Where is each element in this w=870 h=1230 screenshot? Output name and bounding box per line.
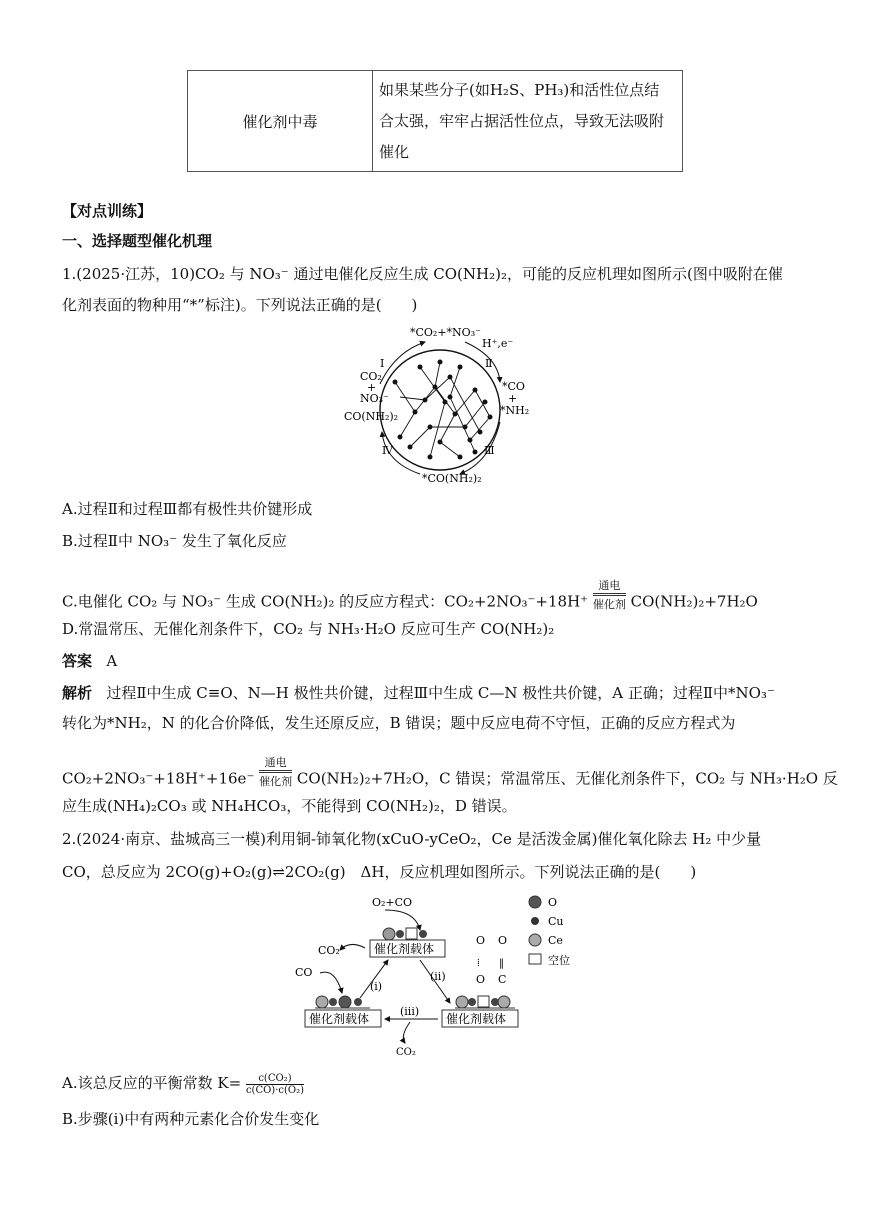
- q1-explanation-line3: [62, 756, 838, 797]
- mol-o1: O: [476, 934, 486, 947]
- cond-top: 通电: [259, 754, 292, 773]
- equilibrium-fraction: [246, 1073, 304, 1096]
- fraction-denominator: c(CO)·c(O₂): [245, 1084, 304, 1096]
- svg-text:‖: ‖: [499, 958, 504, 969]
- fig-label-right3: *NH₂: [500, 404, 530, 417]
- q2-stem-line2: CO，总反应为 2CO(g)+O₂(g)⇌2CO₂(g) ΔH，反应机理如图所示。下列说法正确的是( ): [62, 863, 697, 881]
- fig-label-right2: +: [508, 392, 518, 405]
- q1-option-b: B.过程Ⅱ中 NO₃⁻ 发生了氧化反应: [62, 532, 287, 550]
- fig-label-bottom: *CO(NH₂)₂: [422, 472, 482, 485]
- explanation-text: 过程Ⅱ中生成 C≡O、N—H 极性共价键，过程Ⅲ中生成 C—N 极性共价键，A 正确；过程Ⅱ中*NO₃⁻: [106, 684, 775, 702]
- cond-bottom: 催化剂: [259, 775, 293, 788]
- mol-o2: O: [476, 973, 486, 986]
- fig-label-left4: CO(NH₂)₂: [344, 410, 399, 423]
- q1-option-d: D.常温常压、无催化剂条件下，CO₂ 与 NH₃·H₂O 反应可生产 CO(NH₂)₂: [62, 620, 555, 638]
- table-desc-line: 合太强，牢牢占据活性位点，导致无法吸附: [379, 111, 665, 130]
- q1-option-c: [62, 579, 758, 620]
- fig-label-left2: +: [367, 381, 377, 394]
- q2-fig-co2b: CO₂: [396, 1047, 416, 1058]
- q1-option-c-rhs: CO(NH₂)₂+7H₂O: [630, 592, 758, 611]
- q1-explanation-line1: [62, 682, 775, 703]
- table-desc-line: 如果某些分子(如H₂S、PH₃)和活性位点结: [379, 80, 660, 99]
- svg-text:⁞: ⁞: [477, 958, 480, 969]
- fig-label-h: H⁺,e⁻: [482, 337, 514, 350]
- table-desc-line: 催化: [379, 142, 410, 161]
- exp-eq-rhs: CO(NH₂)₂+7H₂O，C 错误；常温常压、无催化剂条件下，CO₂ 与 NH₃·H₂O 反: [296, 769, 838, 788]
- support-label: 催化剂载体: [374, 942, 435, 956]
- legend-ce: Ce: [548, 934, 563, 947]
- section-heading: 【对点训练】: [62, 202, 153, 220]
- support-label: 催化剂载体: [446, 1012, 507, 1026]
- explanation-label: 解析: [62, 684, 93, 702]
- fig-roman-1: Ⅰ: [380, 357, 385, 370]
- step-iii: (iii): [400, 1005, 420, 1018]
- q2-fig-co: CO: [295, 966, 313, 979]
- legend-vacancy: 空位: [548, 954, 570, 967]
- q1-mechanism-figure: [340, 322, 540, 488]
- fig-roman-2: Ⅱ: [485, 357, 493, 370]
- answer-label: 答案: [62, 652, 93, 670]
- q1-explanation-line2: 转化为*NH₂，N 的化合价降低，发生还原反应，B 错误；题中反应电荷不守恒，正确的反应方程式为: [62, 714, 736, 732]
- exp-eq-condition: [259, 754, 292, 789]
- q2-fig-o2co: O₂+CO: [372, 896, 413, 909]
- q2-option-a: [62, 1072, 304, 1096]
- q1-option-c-lhs: C.电催化 CO₂ 与 NO₃⁻ 生成 CO(NH₂)₂ 的反应方程式：CO₂+2NO₃⁻+18H⁺: [62, 592, 589, 611]
- exp-eq-lhs: CO₂+2NO₃⁻+18H⁺+16e⁻: [62, 769, 255, 788]
- answer-value: A: [106, 652, 118, 670]
- support-label: 催化剂载体: [309, 1012, 370, 1026]
- legend-cu: Cu: [548, 915, 564, 928]
- catalyst-table: [187, 70, 683, 172]
- q2-option-b: B.步骤(i)中有两种元素化合价发生变化: [62, 1110, 320, 1128]
- q1-option-a: A.过程Ⅱ和过程Ⅲ都有极性共价键形成: [62, 500, 313, 518]
- q2-option-a-text: A.该总反应的平衡常数 K=: [62, 1074, 242, 1092]
- fraction-numerator: c(CO₂): [246, 1073, 304, 1085]
- q2-stem-line1: 2.(2024·南京、盐城高三一模)利用铜-铈氧化物(xCuO-yCeO₂，Ce 是活泼金属)催化氧化除去 H₂ 中少量: [62, 830, 762, 848]
- fig-roman-4: Ⅳ: [382, 444, 393, 457]
- fig-label-left3: NO₃⁻: [360, 392, 389, 405]
- q1-answer: [62, 650, 117, 671]
- q1-stem-line2: 化剂表面的物种用“*”标注)。下列说法正确的是( ): [62, 296, 418, 314]
- mol-c: C: [498, 973, 507, 986]
- section-subheading: 一、选择题型催化机理: [62, 232, 213, 250]
- mol-o3: O: [498, 934, 508, 947]
- table-description: [373, 71, 683, 172]
- q1-stem-line1: 1.(2025·江苏，10)CO₂ 与 NO₃⁻ 通过电催化反应生成 CO(NH₂)₂，可能的反应机理如图所示(图中吸附在催: [62, 265, 783, 283]
- fig-label-top: *CO₂+*NO₃⁻: [410, 326, 481, 339]
- legend-o: O: [548, 896, 558, 909]
- q2-mechanism-figure: [290, 888, 600, 1060]
- fig-label-left1: CO₂: [360, 370, 382, 383]
- step-i: (i): [370, 980, 383, 993]
- fig-roman-3: Ⅲ: [484, 444, 495, 457]
- fig-label-right1: *CO: [502, 380, 525, 393]
- step-ii: (ii): [430, 970, 446, 983]
- q1-option-c-condition: [593, 577, 626, 612]
- catalyst-network: [395, 362, 490, 457]
- q1-explanation-line4: 应生成(NH₄)₂CO₃ 或 NH₄HCO₃，不能得到 CO(NH₂)₂，D 错误。: [62, 797, 517, 815]
- table-label: 催化剂中毒: [188, 71, 373, 172]
- q2-fig-co2a: CO₂: [318, 944, 340, 957]
- cond-bottom: 催化剂: [592, 598, 626, 611]
- cond-top: 通电: [593, 577, 626, 596]
